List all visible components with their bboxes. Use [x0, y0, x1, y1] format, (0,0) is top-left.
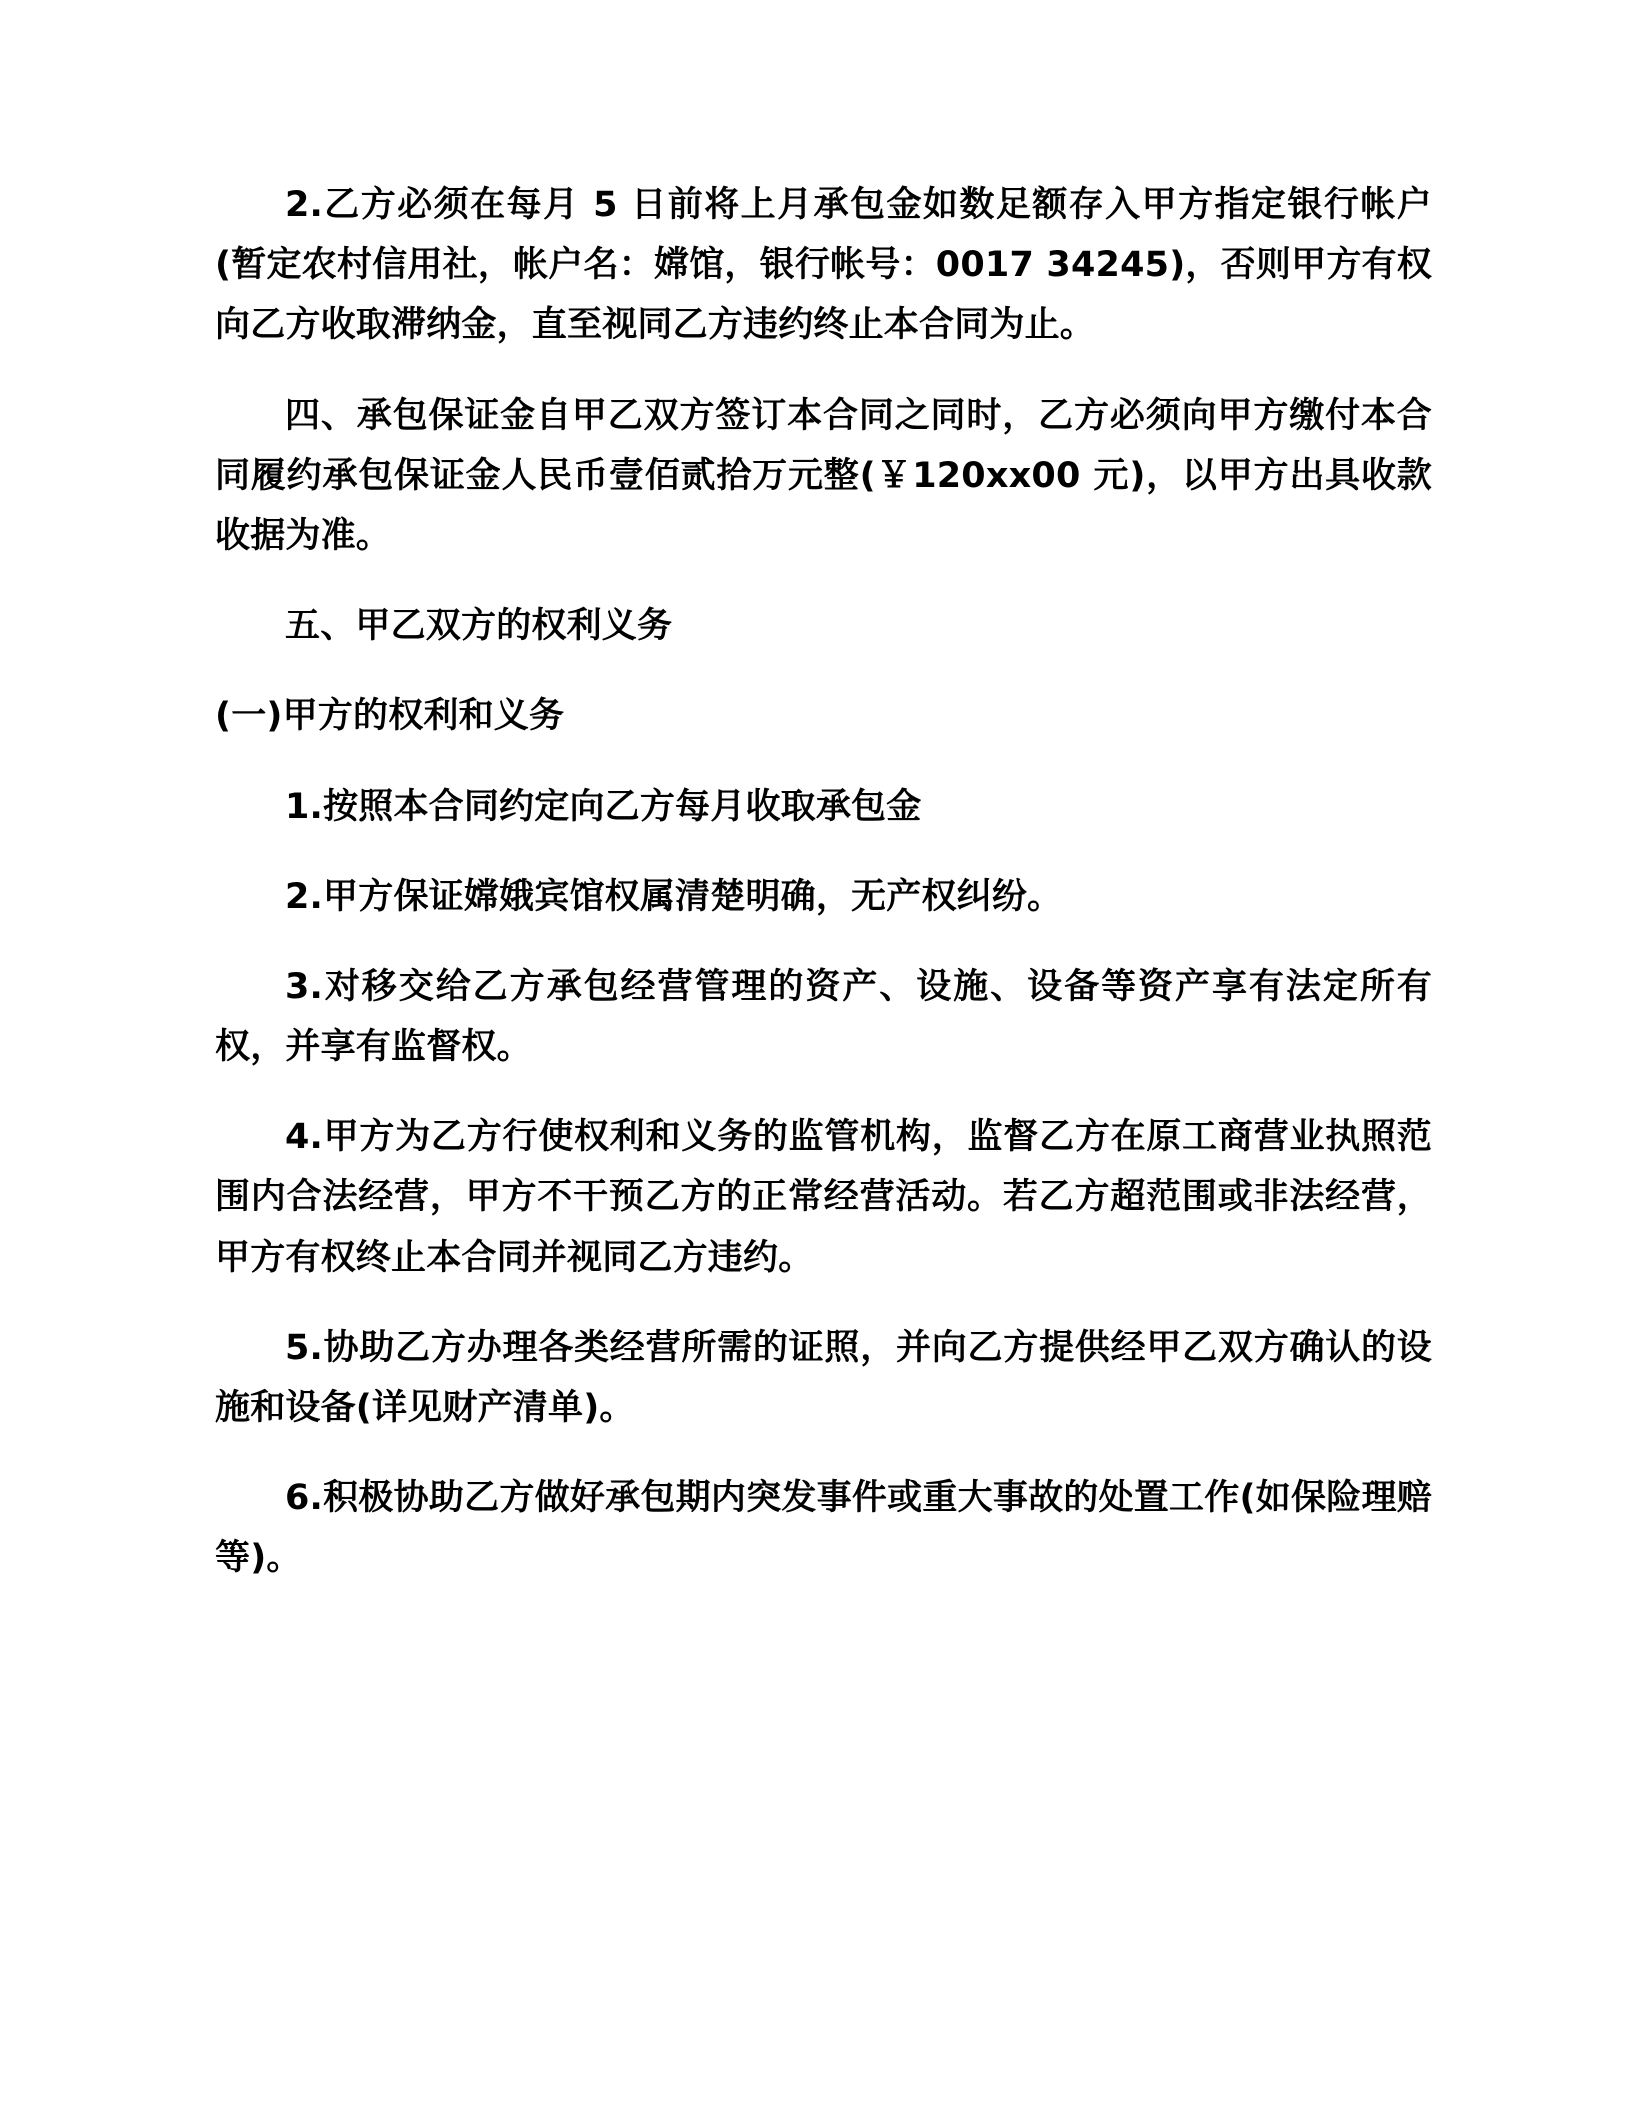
paragraph-clause-4: 四、承包保证金自甲乙双方签订本合同之同时，乙方必须向甲方缴付本合同履约承包保证金人民币壹佰贰拾万元整(￥120xx00 元)，以甲方出具收款收据为准。: [215, 395, 1432, 556]
paragraph-clause-5-1-item-2: 2.甲方保证嫦娥宾馆权属清楚明确，无产权纠纷。: [285, 876, 1063, 917]
paragraph-clause-5-1-item-4: 4.甲方为乙方行使权利和义务的监管机构，监督乙方在原工商营业执照范围内合法经营，甲方不干预乙方的正常经营活动。若乙方超范围或非法经营，甲方有权终止本合同并视同乙方违约。: [215, 1117, 1432, 1278]
paragraph-clause-5-1-title: (一)甲方的权利和义务: [215, 696, 565, 737]
paragraph-clause-3-2: 2.乙方必须在每月 5 日前将上月承包金如数足额存入甲方指定银行帐户(暂定农村信用社，帐户名：嫦馆，银行帐号：0017 34245)，否则甲方有权向乙方收取滞纳金，直至视同乙方违约终止本合同为止。: [215, 185, 1432, 346]
paragraph-clause-5-1-item-3: 3.对移交给乙方承包经营管理的资产、设施、设备等资产享有法定所有权，并享有监督权。: [215, 966, 1432, 1068]
paragraph-clause-5-1-item-1: 1.按照本合同约定向乙方每月收取承包金: [285, 786, 922, 827]
paragraph-clause-5-title: 五、甲乙双方的权利义务: [285, 606, 673, 647]
document-body: [215, 175, 1432, 1589]
paragraph-clause-5-1-item-6: 6.积极协助乙方做好承包期内突发事件或重大事故的处置工作(如保险理赔等)。: [215, 1478, 1432, 1579]
paragraph-clause-5-1-item-5: 5.协助乙方办理各类经营所需的证照，并向乙方提供经甲乙双方确认的设施和设备(详见财产清单)。: [215, 1327, 1432, 1428]
